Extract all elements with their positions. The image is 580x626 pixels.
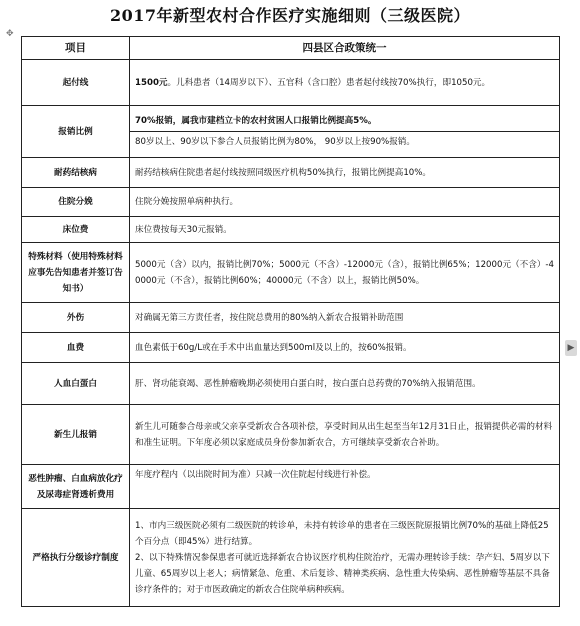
deductible-detail: 。儿科患者（14周岁以下）、五官科（含口腔）患者起付线按70%执行，即1050元。 — [167, 77, 491, 88]
row-content: 新生儿可随参合母亲或父亲享受新农合各项补偿，享受时间从出生起至当年12月31日止，报销提供必需的材料和准生证明。下年度必须以家庭成员身份参加新农合，方可继续享受新农合补助。 — [130, 405, 560, 465]
row-content: 耐药结核病住院患者起付线按照同级医疗机构50%执行，报销比例提高10%。 — [130, 158, 560, 188]
table-row — [22, 188, 560, 217]
row-label: 特殊材料（使用特殊材料应事先告知患者并签订告知书） — [22, 243, 130, 303]
table-row — [22, 363, 560, 405]
chevron-right-icon[interactable]: ▶ — [565, 340, 577, 356]
table-header-row — [22, 37, 560, 60]
row-label: 严格执行分级诊疗制度 — [22, 509, 130, 607]
list-item: 2、以下特殊情况参保患者可就近选择新农合协议医疗机构住院治疗，无需办理转诊手续：孕产妇、5周岁以下儿童、65周岁以上老人；病情紧急、危重、术后复诊、精神类疾病、急性重大传染病、恶性肿瘤等基层不具备诊疗条件的；对于市医政确定的新农合住院单病种疾病。 — [135, 552, 550, 595]
row-label: 外伤 — [22, 303, 130, 333]
table-row — [22, 333, 560, 363]
row-label: 床位费 — [22, 217, 130, 243]
row-label: 住院分娩 — [22, 188, 130, 217]
table-row — [22, 465, 560, 509]
rate-elderly: 80岁以上、90岁以下参合人员报销比例为80%， 90岁以上按90%报销。 — [130, 131, 559, 150]
row-label: 恶性肿瘤、白血病放化疗及尿毒症肾透析费用 — [22, 465, 130, 509]
table-row — [22, 60, 560, 106]
rate-main: 70%报销，属我市建档立卡的农村贫困人口报销比例提高5%。 — [135, 116, 377, 126]
row-label: 报销比例 — [22, 106, 130, 158]
row-label: 人血白蛋白 — [22, 363, 130, 405]
table-row — [22, 405, 560, 465]
list-item: 1、市内三级医院必须有二级医院的转诊单，未持有转诊单的患者在三级医院原报销比例70%的基础上降低25个百分点（即45%）进行结算。 — [135, 520, 549, 547]
row-content: 对确属无第三方责任者，按住院总费用的80%纳入新农合报销补助范围 — [130, 303, 560, 333]
table-row — [22, 217, 560, 243]
move-handle-icon[interactable]: ✥ — [6, 29, 14, 39]
row-label: 血费 — [22, 333, 130, 363]
table-row — [22, 158, 560, 188]
table-row — [22, 509, 560, 607]
row-content: 住院分娩按照单病种执行。 — [130, 188, 560, 217]
row-label: 起付线 — [22, 60, 130, 106]
table-row — [22, 243, 560, 303]
row-content: 血色素低于60g/L或在手术中出血量达到500ml及以上的，按60%报销。 — [130, 333, 560, 363]
policy-table — [21, 36, 560, 607]
table-row — [22, 106, 560, 158]
row-content: 年度疗程内（以出院时间为准）只减一次住院起付线进行补偿。 — [130, 465, 560, 509]
table-row — [22, 303, 560, 333]
row-label: 新生儿报销 — [22, 405, 130, 465]
row-content — [130, 509, 560, 607]
row-content: 5000元（含）以内，报销比例70%；5000元（不含）-12000元（含），报销比例65%；12000元（不含）-40000元（不含），报销比例60%；40000元（不含）以上，报销比例50%。 — [130, 243, 560, 303]
row-content: 床位费按每天30元报销。 — [130, 217, 560, 243]
page-title: 2017年新型农村合作医疗实施细则（三级医院） — [109, 6, 471, 25]
row-content: 肝、肾功能衰竭、恶性肿瘤晚期必须使用白蛋白时，按白蛋白总药费的70%纳入报销范围。 — [130, 363, 560, 405]
row-content — [130, 106, 560, 158]
header-policy: 四县区合政策统一 — [130, 37, 560, 60]
row-label: 耐药结核病 — [22, 158, 130, 188]
deductible-amount: 1500元 — [135, 77, 168, 88]
header-item: 项目 — [22, 37, 130, 60]
row-content — [130, 60, 560, 106]
